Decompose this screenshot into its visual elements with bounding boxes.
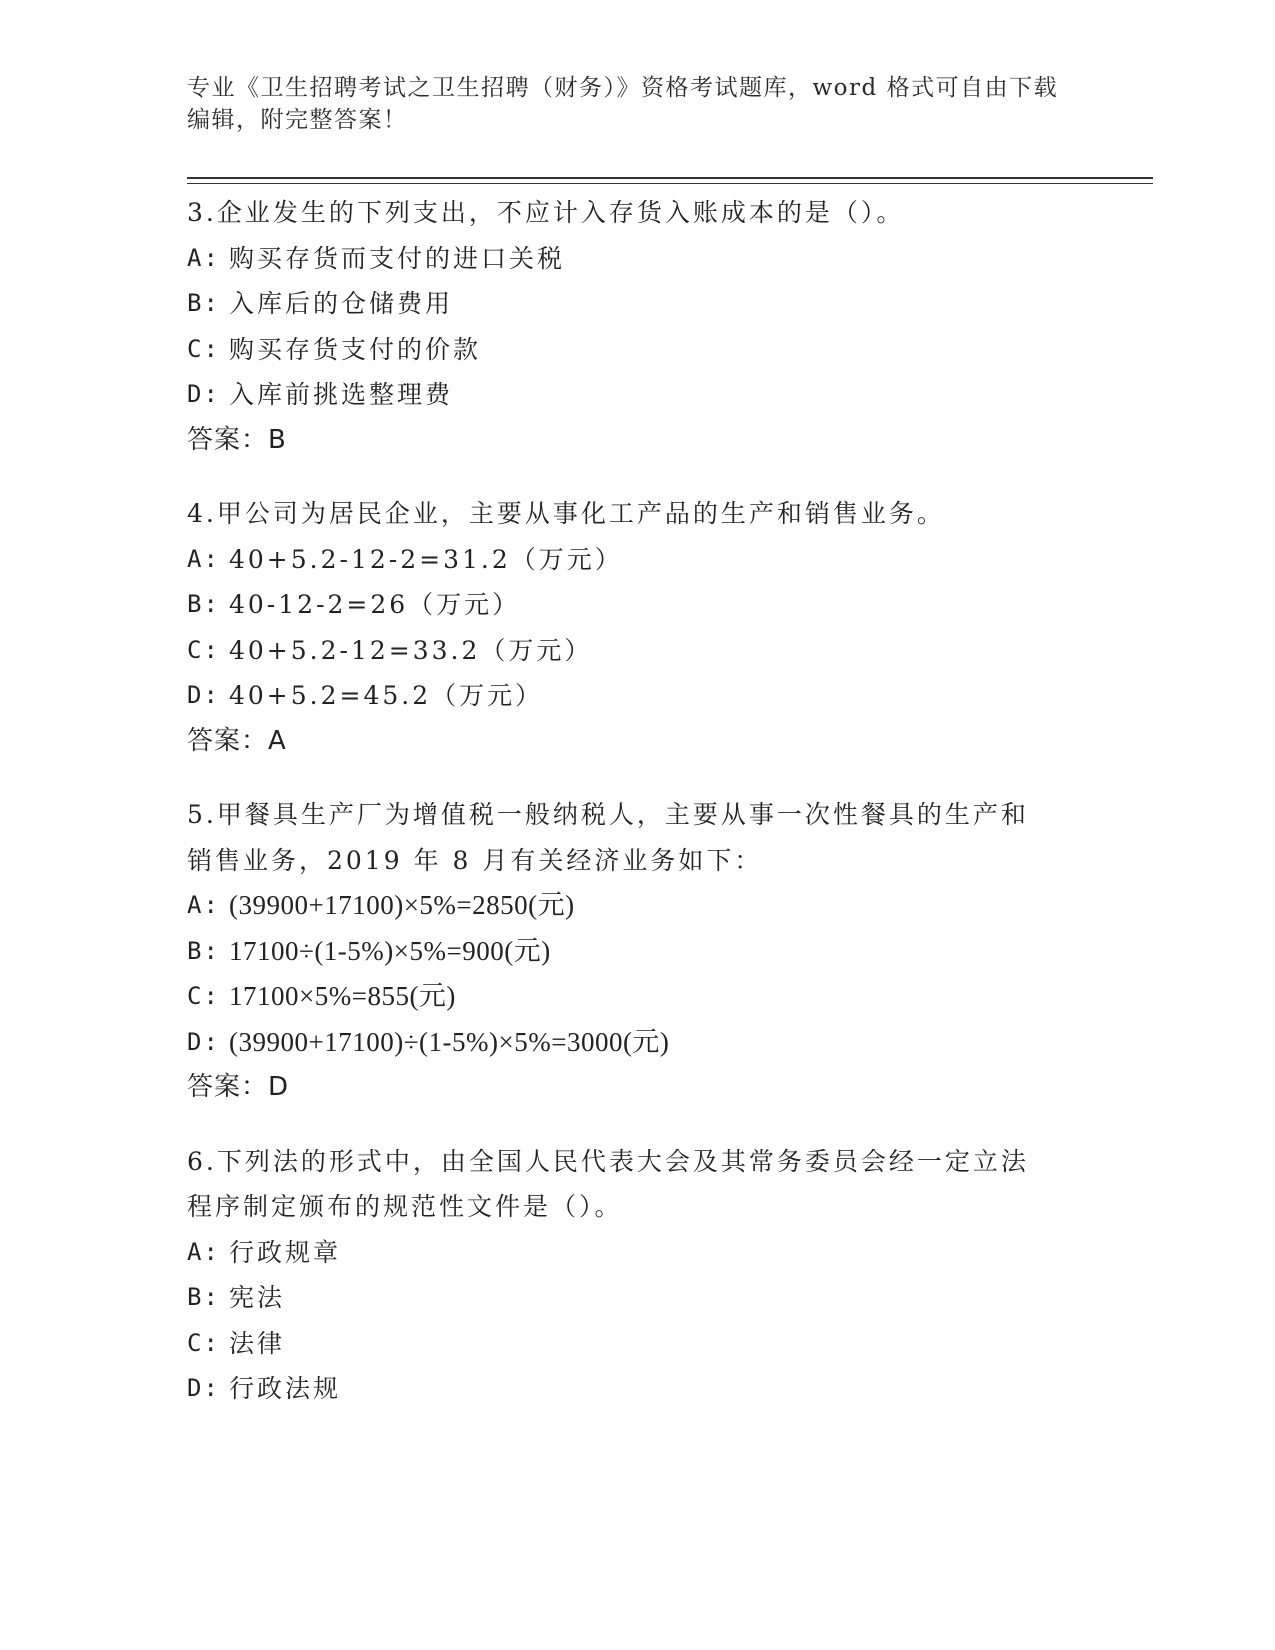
option-d <box>187 1366 1087 1412</box>
question-stem <box>187 491 1087 537</box>
question-stem <box>187 792 1087 883</box>
option-text: (39900+17100)÷(1-5%)×5%=3000(元) <box>229 1026 670 1057</box>
option-c <box>187 1321 1087 1367</box>
stem-line: 4.甲公司为居民企业，主要从事化工产品的生产和销售业务。 <box>187 499 945 528</box>
option-a <box>187 1230 1087 1276</box>
option-b <box>187 281 1087 327</box>
answer-line: 答案：A <box>187 725 287 756</box>
option-key: A: <box>187 243 220 272</box>
option-key: D: <box>187 681 220 709</box>
option-text: 40+5.2=45.2（万元） <box>229 681 544 710</box>
option-key: D: <box>187 380 220 408</box>
option-text: 宪法 <box>229 1283 286 1312</box>
question-3 <box>187 190 1087 463</box>
option-key: D: <box>187 1374 220 1402</box>
option-key: C: <box>187 635 220 664</box>
option-text: 17100×5%=855(元) <box>229 981 456 1011</box>
stem-line: 5.甲餐具生产厂为增值税一般纳税人，主要从事一次性餐具的生产和 <box>187 800 1029 829</box>
option-text: 购买存货支付的价款 <box>229 334 482 364</box>
option-text: 入库前挑选整理费 <box>229 380 454 409</box>
question-5 <box>187 792 1087 1111</box>
document-header <box>187 72 1087 136</box>
stem-line: 6.下列法的形式中，由全国人民代表大会及其常务委员会经一定立法 <box>187 1146 1029 1176</box>
option-text: 17100÷(1-5%)×5%=900(元) <box>229 935 551 966</box>
option-key: D: <box>187 1027 220 1056</box>
option-key: A: <box>187 544 220 573</box>
option-text: 入库后的仓储费用 <box>229 289 454 318</box>
option-key: B: <box>187 289 220 317</box>
option-key: A: <box>187 1237 220 1266</box>
stem-line: 程序制定颁布的规范性文件是（）。 <box>187 1192 623 1221</box>
option-text: 40+5.2-12=33.2（万元） <box>229 635 593 665</box>
question-list <box>187 190 1087 1440</box>
option-a <box>187 236 1087 282</box>
option-b <box>187 929 1087 975</box>
question-stem <box>187 1139 1087 1230</box>
answer-line: 答案：D <box>187 1072 290 1102</box>
option-c <box>187 327 1087 373</box>
question-4 <box>187 491 1087 764</box>
option-key: B: <box>187 936 220 965</box>
option-text: 40-12-2=26（万元） <box>229 590 521 619</box>
option-text: 法律 <box>229 1328 286 1358</box>
option-text: (39900+17100)×5%=2850(元) <box>229 890 575 920</box>
option-key: C: <box>187 982 220 1010</box>
question-stem <box>187 190 1087 236</box>
option-key: B: <box>187 590 220 618</box>
option-key: C: <box>187 1328 220 1357</box>
option-d <box>187 1020 1087 1066</box>
option-text: 行政规章 <box>229 1237 342 1267</box>
header-line-1: 专业《卫生招聘考试之卫生招聘（财务）》资格考试题库，word 格式可自由下载 <box>187 75 1059 101</box>
option-key: C: <box>187 334 220 363</box>
question-6 <box>187 1139 1087 1412</box>
stem-line: 3.企业发生的下列支出，不应计入存货入账成本的是（）。 <box>187 198 905 227</box>
answer-line: 答案：B <box>187 424 287 455</box>
option-c <box>187 628 1087 674</box>
option-key: A: <box>187 891 220 919</box>
option-c <box>187 974 1087 1020</box>
option-d <box>187 372 1087 418</box>
option-a <box>187 883 1087 929</box>
header-divider-thick <box>187 177 1153 179</box>
option-text: 购买存货而支付的进口关税 <box>229 243 566 273</box>
option-b <box>187 582 1087 628</box>
header-divider-thin <box>187 183 1153 184</box>
option-b <box>187 1275 1087 1321</box>
option-d <box>187 673 1087 719</box>
option-key: B: <box>187 1283 220 1311</box>
header-line-2: 编辑，附完整答案！ <box>187 107 408 133</box>
option-a <box>187 537 1087 583</box>
stem-line: 销售业务，2019 年 8 月有关经济业务如下： <box>187 845 763 875</box>
option-text: 行政法规 <box>229 1374 342 1403</box>
option-text: 40+5.2-12-2=31.2（万元） <box>229 544 623 574</box>
